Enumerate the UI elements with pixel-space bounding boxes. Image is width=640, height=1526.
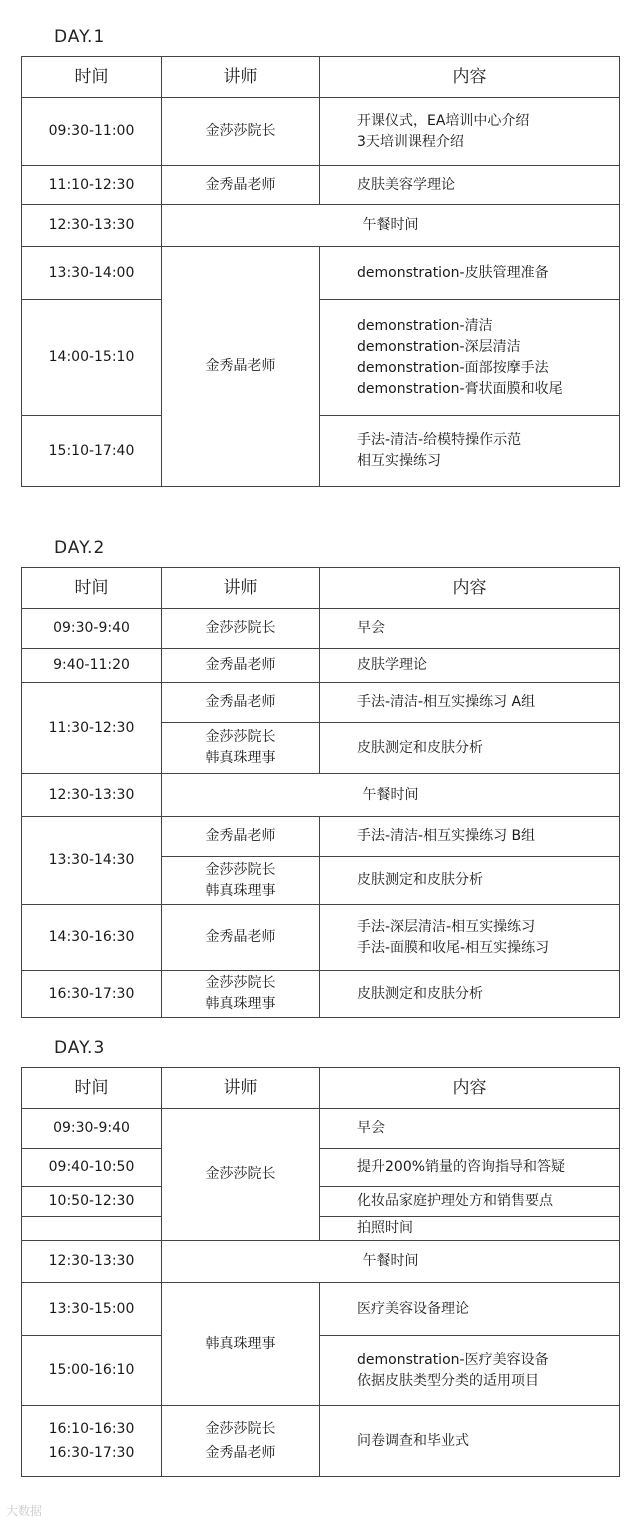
table-row bbox=[22, 817, 620, 857]
content-line: 手法-深层清洁-相互实操练习 bbox=[357, 918, 536, 935]
table-row bbox=[22, 1187, 620, 1217]
teacher-cell: 金秀晶老师 bbox=[162, 817, 320, 857]
time-cell bbox=[22, 1217, 162, 1241]
time-cell: 9:40-11:20 bbox=[22, 649, 162, 683]
content-cell: 皮肤测定和皮肤分析 bbox=[320, 971, 620, 1018]
teacher-cell bbox=[162, 1406, 320, 1477]
watermark: 大数据 bbox=[6, 1504, 43, 1518]
header-content: 内容 bbox=[320, 568, 620, 609]
table-row bbox=[22, 1406, 620, 1477]
time-cell: 14:30-16:30 bbox=[22, 905, 162, 971]
table-row bbox=[22, 1109, 620, 1149]
content-cell: 早会 bbox=[320, 1109, 620, 1149]
teacher-cell bbox=[162, 857, 320, 905]
lunch-row bbox=[22, 774, 620, 817]
content-cell: 问卷调查和毕业式 bbox=[320, 1406, 620, 1477]
lunch-row bbox=[22, 1241, 620, 1283]
teacher-line: 金莎莎院长 bbox=[205, 729, 276, 745]
header-teacher: 讲师 bbox=[162, 568, 320, 609]
content-cell: 提升200%销量的咨询指导和答疑 bbox=[320, 1149, 620, 1187]
content-cell bbox=[320, 98, 620, 166]
content-cell: 皮肤学理论 bbox=[320, 649, 620, 683]
table-row bbox=[22, 166, 620, 205]
time-cell: 13:30-15:00 bbox=[22, 1283, 162, 1336]
table-row bbox=[22, 1283, 620, 1336]
time-cell: 13:30-14:00 bbox=[22, 247, 162, 300]
content-line: 手法-清洁-给模特操作示范 bbox=[357, 432, 522, 448]
content-cell: 皮肤测定和皮肤分析 bbox=[320, 857, 620, 905]
teacher-cell: 金秀晶老师 bbox=[162, 683, 320, 723]
table-row bbox=[22, 649, 620, 683]
content-line: demonstration-面部按摩手法 bbox=[357, 359, 549, 376]
content-cell: 拍照时间 bbox=[320, 1217, 620, 1241]
table-row bbox=[22, 971, 620, 1018]
content-cell bbox=[320, 416, 620, 487]
teacher-line: 韩真珠理事 bbox=[205, 750, 276, 766]
day2-title: DAY.2 bbox=[54, 538, 106, 558]
time-cell: 10:50-12:30 bbox=[22, 1187, 162, 1217]
lunch-label: 午餐时间 bbox=[162, 205, 620, 247]
time-cell: 09:30-9:40 bbox=[22, 609, 162, 649]
header-teacher: 讲师 bbox=[162, 1068, 320, 1109]
day1-schedule-table bbox=[21, 56, 620, 487]
content-cell bbox=[320, 905, 620, 971]
table-row bbox=[22, 683, 620, 723]
table-header-row bbox=[22, 57, 620, 98]
day1-title: DAY.1 bbox=[54, 27, 106, 47]
header-teacher: 讲师 bbox=[162, 57, 320, 98]
table-row bbox=[22, 1217, 620, 1241]
teacher-cell: 金莎莎院长 bbox=[162, 1109, 320, 1241]
content-line: 依据皮肤类型分类的适用项目 bbox=[357, 1372, 539, 1389]
table-row bbox=[22, 1336, 620, 1406]
teacher-cell bbox=[162, 971, 320, 1018]
lunch-row bbox=[22, 205, 620, 247]
content-cell bbox=[320, 300, 620, 416]
table-row bbox=[22, 247, 620, 300]
time-line: 16:10-16:30 bbox=[48, 1421, 135, 1437]
time-cell: 12:30-13:30 bbox=[22, 774, 162, 817]
content-cell bbox=[320, 1336, 620, 1406]
table-row bbox=[22, 98, 620, 166]
day3-title: DAY.3 bbox=[54, 1038, 106, 1058]
teacher-cell: 韩真珠理事 bbox=[162, 1283, 320, 1406]
teacher-line: 韩真珠理事 bbox=[205, 996, 276, 1012]
content-line: demonstration-清洁 bbox=[357, 317, 493, 334]
content-cell: 皮肤美容学理论 bbox=[320, 166, 620, 205]
time-cell: 12:30-13:30 bbox=[22, 1241, 162, 1283]
time-cell: 09:30-11:00 bbox=[22, 98, 162, 166]
content-line: demonstration-医疗美容设备 bbox=[357, 1351, 549, 1368]
time-line: 16:30-17:30 bbox=[48, 1445, 135, 1461]
content-line: 手法-面膜和收尾-相互实操练习 bbox=[357, 939, 550, 956]
table-row bbox=[22, 416, 620, 487]
teacher-cell: 金秀晶老师 bbox=[162, 649, 320, 683]
time-cell: 11:10-12:30 bbox=[22, 166, 162, 205]
header-content: 内容 bbox=[320, 57, 620, 98]
teacher-cell bbox=[162, 723, 320, 774]
time-cell: 15:10-17:40 bbox=[22, 416, 162, 487]
content-cell: 手法-清洁-相互实操练习 B组 bbox=[320, 817, 620, 857]
content-line: 开课仪式，EA培训中心介绍 bbox=[357, 112, 530, 129]
table-row bbox=[22, 609, 620, 649]
content-cell: 早会 bbox=[320, 609, 620, 649]
time-cell: 14:00-15:10 bbox=[22, 300, 162, 416]
content-cell: 手法-清洁-相互实操练习 A组 bbox=[320, 683, 620, 723]
header-time: 时间 bbox=[22, 57, 162, 98]
lunch-label: 午餐时间 bbox=[162, 1241, 620, 1283]
header-time: 时间 bbox=[22, 1068, 162, 1109]
time-cell: 16:30-17:30 bbox=[22, 971, 162, 1018]
content-line: demonstration-深层清洁 bbox=[357, 338, 521, 355]
header-content: 内容 bbox=[320, 1068, 620, 1109]
content-line: demonstration-膏状面膜和收尾 bbox=[357, 380, 563, 397]
content-line: 3天培训课程介绍 bbox=[357, 133, 464, 150]
table-row bbox=[22, 300, 620, 416]
lunch-label: 午餐时间 bbox=[162, 774, 620, 817]
content-cell: 化妆品家庭护理处方和销售要点 bbox=[320, 1187, 620, 1217]
teacher-cell: 金秀晶老师 bbox=[162, 166, 320, 205]
teacher-cell: 金秀晶老师 bbox=[162, 905, 320, 971]
time-cell: 09:30-9:40 bbox=[22, 1109, 162, 1149]
content-cell: 皮肤测定和皮肤分析 bbox=[320, 723, 620, 774]
table-row bbox=[22, 1149, 620, 1187]
time-cell: 11:30-12:30 bbox=[22, 683, 162, 774]
content-cell: 医疗美容设备理论 bbox=[320, 1283, 620, 1336]
teacher-line: 金秀晶老师 bbox=[205, 1445, 276, 1461]
teacher-cell: 金莎莎院长 bbox=[162, 98, 320, 166]
teacher-cell: 金莎莎院长 bbox=[162, 609, 320, 649]
time-cell: 15:00-16:10 bbox=[22, 1336, 162, 1406]
teacher-line: 金莎莎院长 bbox=[205, 1421, 276, 1437]
content-line: 相互实操练习 bbox=[357, 453, 441, 469]
time-cell: 09:40-10:50 bbox=[22, 1149, 162, 1187]
teacher-cell: 金秀晶老师 bbox=[162, 247, 320, 487]
content-cell: demonstration-皮肤管理准备 bbox=[320, 247, 620, 300]
teacher-line: 金莎莎院长 bbox=[205, 861, 276, 878]
time-cell: 13:30-14:30 bbox=[22, 817, 162, 905]
day2-schedule-table bbox=[21, 567, 620, 1018]
day3-schedule-table bbox=[21, 1067, 620, 1477]
teacher-line: 金莎莎院长 bbox=[205, 975, 276, 991]
table-row bbox=[22, 905, 620, 971]
teacher-line: 韩真珠理事 bbox=[205, 882, 276, 899]
time-cell: 12:30-13:30 bbox=[22, 205, 162, 247]
header-time: 时间 bbox=[22, 568, 162, 609]
table-header-row bbox=[22, 568, 620, 609]
time-cell bbox=[22, 1406, 162, 1477]
table-header-row bbox=[22, 1068, 620, 1109]
